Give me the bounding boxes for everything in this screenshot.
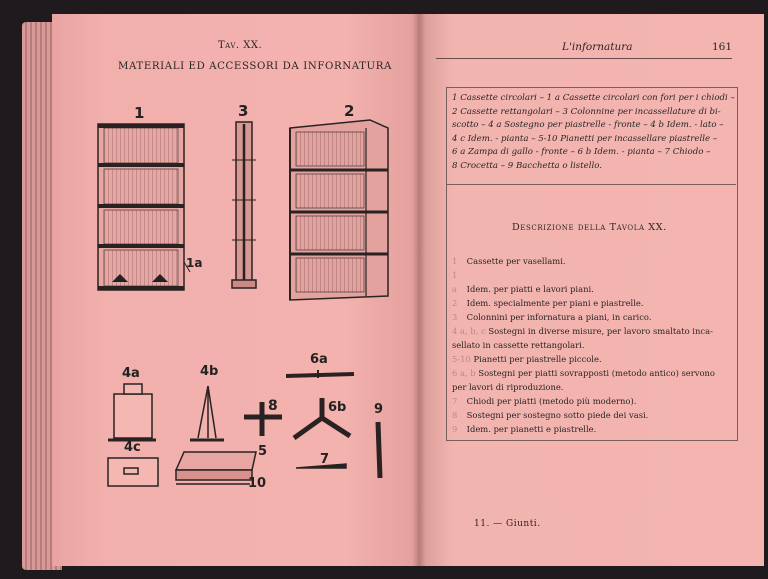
legend-line: 4 c Idem. - pianta – 5-10 Pianetti per incassellare piastrelle –	[452, 133, 718, 144]
figure-5-10-pianetto	[176, 452, 256, 484]
figure-label-6a: 6a	[310, 352, 328, 367]
description-list	[452, 254, 715, 436]
legend-line: scotto – 4 a Sostegno per piastrelle - fronte – 4 b Idem. - lato –	[452, 120, 724, 130]
figure-1-cassette-tower	[98, 124, 190, 290]
figure-9-bacchetta	[378, 422, 380, 478]
legend-line: 8 Crocetta – 9 Bacchetta o listello.	[452, 160, 602, 171]
plate-number: Tav. XX.	[218, 40, 263, 51]
desc-item: 8 Sostegni per sostegno sotto piede dei vasi.	[452, 410, 649, 420]
desc-item: 9 Idem. per pianetti e piastrelle.	[452, 424, 597, 434]
desc-item: 4 a, b, c Sostegni in diverse misure, per lavoro smaltato inca-	[452, 326, 713, 336]
figure-3-colonnina	[232, 122, 256, 288]
figure-label-1a: 1a	[186, 256, 203, 270]
header-rule	[436, 58, 732, 59]
figure-label-4c: 4c	[124, 440, 141, 455]
signature-footer: 11. — Giunti.	[474, 519, 541, 529]
figure-label-3: 3	[238, 102, 249, 120]
figure-4c-sostegno-pianta	[108, 458, 158, 486]
running-head: L'infornatura	[562, 41, 633, 53]
desc-item: 1 a Idem. per piatti e lavori piani.	[452, 270, 594, 294]
figure-2-rect-cassette	[290, 120, 388, 300]
legend-line: 1 Cassette circolari – 1 a Cassette circolari con fori per i chiodi –	[452, 93, 735, 103]
figure-legend	[452, 92, 734, 173]
figure-label-7: 7	[320, 452, 330, 467]
desc-item: 5-10 Pianetti per piastrelle piccole.	[452, 354, 602, 364]
figure-label-2: 2	[344, 102, 355, 120]
desc-item: 2 Idem. specialmente per piani e piastrelle.	[452, 298, 644, 308]
figure-label-10: 10	[248, 476, 267, 491]
figure-label-9: 9	[374, 402, 384, 417]
desc-item: 7 Chiodi per piatti (metodo più moderno).	[452, 396, 637, 406]
figure-4b-sostegno-lato	[190, 386, 224, 440]
figure-6a-zampa-fronte	[286, 370, 354, 378]
desc-item: 3 Colonnini per infornatura a piani, in carico.	[452, 312, 652, 322]
figure-label-4a: 4a	[122, 366, 140, 381]
desc-item: 6 a, b Sostegni per piatti sovrapposti (metodo antico) servono	[452, 368, 715, 378]
legend-divider	[446, 184, 736, 185]
figure-4a-sostegno-fronte	[108, 384, 156, 440]
figure-label-6b: 6b	[328, 400, 347, 415]
figure-label-1: 1	[134, 104, 145, 122]
page-number: 161	[712, 41, 733, 53]
desc-item: 1 Cassette per vasellami.	[452, 256, 566, 266]
desc-item: sellato in cassette rettangolari.	[452, 340, 585, 350]
figure-label-8: 8	[268, 398, 278, 414]
desc-item: per lavori di riproduzione.	[452, 382, 564, 392]
plate-title: MATERIALI ED ACCESSORI DA INFORNATURA	[118, 61, 392, 72]
description-title: Descrizione della Tavola XX.	[512, 222, 667, 233]
figure-label-5: 5	[258, 444, 268, 459]
legend-line: 6 a Zampa di gallo - fronte – 6 b Idem. - pianta – 7 Chiodo –	[452, 147, 711, 157]
legend-line: 2 Cassette rettangolari – 3 Colonnine per incassellature di bi-	[452, 106, 721, 117]
figure-label-4b: 4b	[200, 364, 219, 379]
